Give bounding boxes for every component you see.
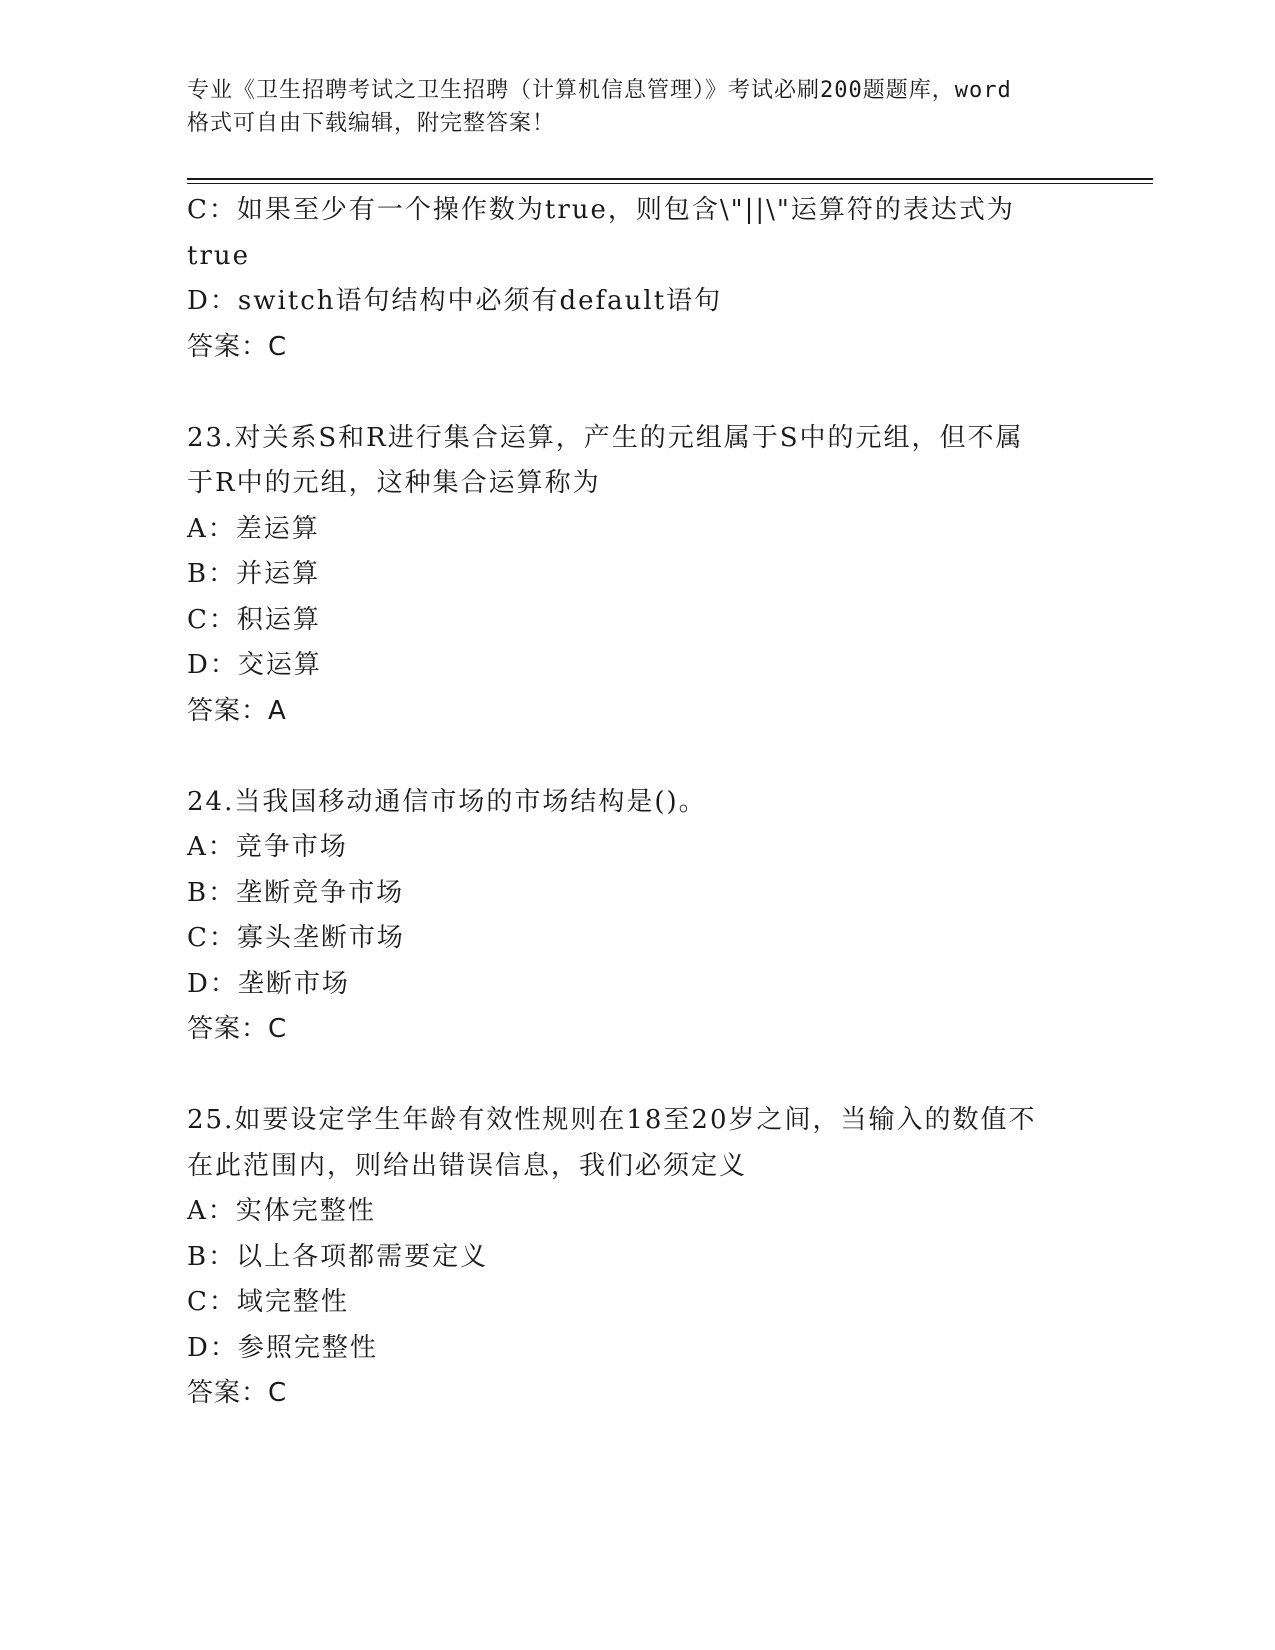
document-header — [187, 74, 1087, 140]
header-title-line-1: 专业《卫生招聘考试之卫生招聘（计算机信息管理）》考试必刷200题题库，word — [187, 78, 1012, 103]
option-a: A：竞争市场 — [187, 832, 348, 862]
answer-line: 答案：C — [187, 1378, 288, 1408]
option-a: A：差运算 — [187, 513, 320, 544]
question-25 — [187, 1098, 1087, 1417]
option-b: B：垄断竞争市场 — [187, 877, 405, 908]
spacer — [187, 370, 1087, 416]
answer-line: 答案：A — [187, 695, 287, 726]
option-a: A：实体完整性 — [187, 1196, 376, 1226]
question-24 — [187, 780, 1087, 1053]
answer-line: 答案：C — [187, 1014, 288, 1044]
option-c: C：域完整性 — [187, 1287, 349, 1317]
header-title-line-2: 格式可自由下载编辑，附完整答案！ — [187, 111, 556, 136]
header-divider-thin — [187, 183, 1153, 184]
option-c: C：寡头垄断市场 — [187, 923, 405, 953]
question-list — [187, 188, 1087, 1417]
option-d: D：参照完整性 — [187, 1332, 378, 1363]
spacer — [187, 1053, 1087, 1099]
option-c: C：如果至少有一个操作数为true，则包含\"||\"运算符的表达式为 — [187, 195, 1015, 225]
answer-line: 答案：C — [187, 331, 288, 362]
spacer — [187, 734, 1087, 780]
option-c: C：积运算 — [187, 604, 321, 635]
option-b: B：并运算 — [187, 559, 321, 589]
question-stem: 25.如要设定学生年龄有效性规则在18至20岁之间，当输入的数值不 — [187, 1105, 1037, 1135]
question-22-continued — [187, 188, 1087, 370]
question-stem-continued: 在此范围内，则给出错误信息，我们必须定义 — [187, 1150, 748, 1181]
question-stem: 23.对关系S和R进行集合运算，产生的元组属于S中的元组，但不属 — [187, 422, 1024, 453]
question-stem-continued: 于R中的元组，这种集合运算称为 — [187, 468, 601, 498]
header-divider-thick — [187, 178, 1153, 180]
question-stem: 24.当我国移动通信市场的市场结构是()。 — [187, 786, 707, 817]
question-23 — [187, 416, 1087, 735]
option-c-continued: true — [187, 240, 251, 271]
option-d: D：垄断市场 — [187, 968, 350, 999]
option-d: D：switch语句结构中必须有default语句 — [187, 286, 723, 316]
option-d: D：交运算 — [187, 650, 322, 680]
option-b: B：以上各项都需要定义 — [187, 1241, 489, 1272]
